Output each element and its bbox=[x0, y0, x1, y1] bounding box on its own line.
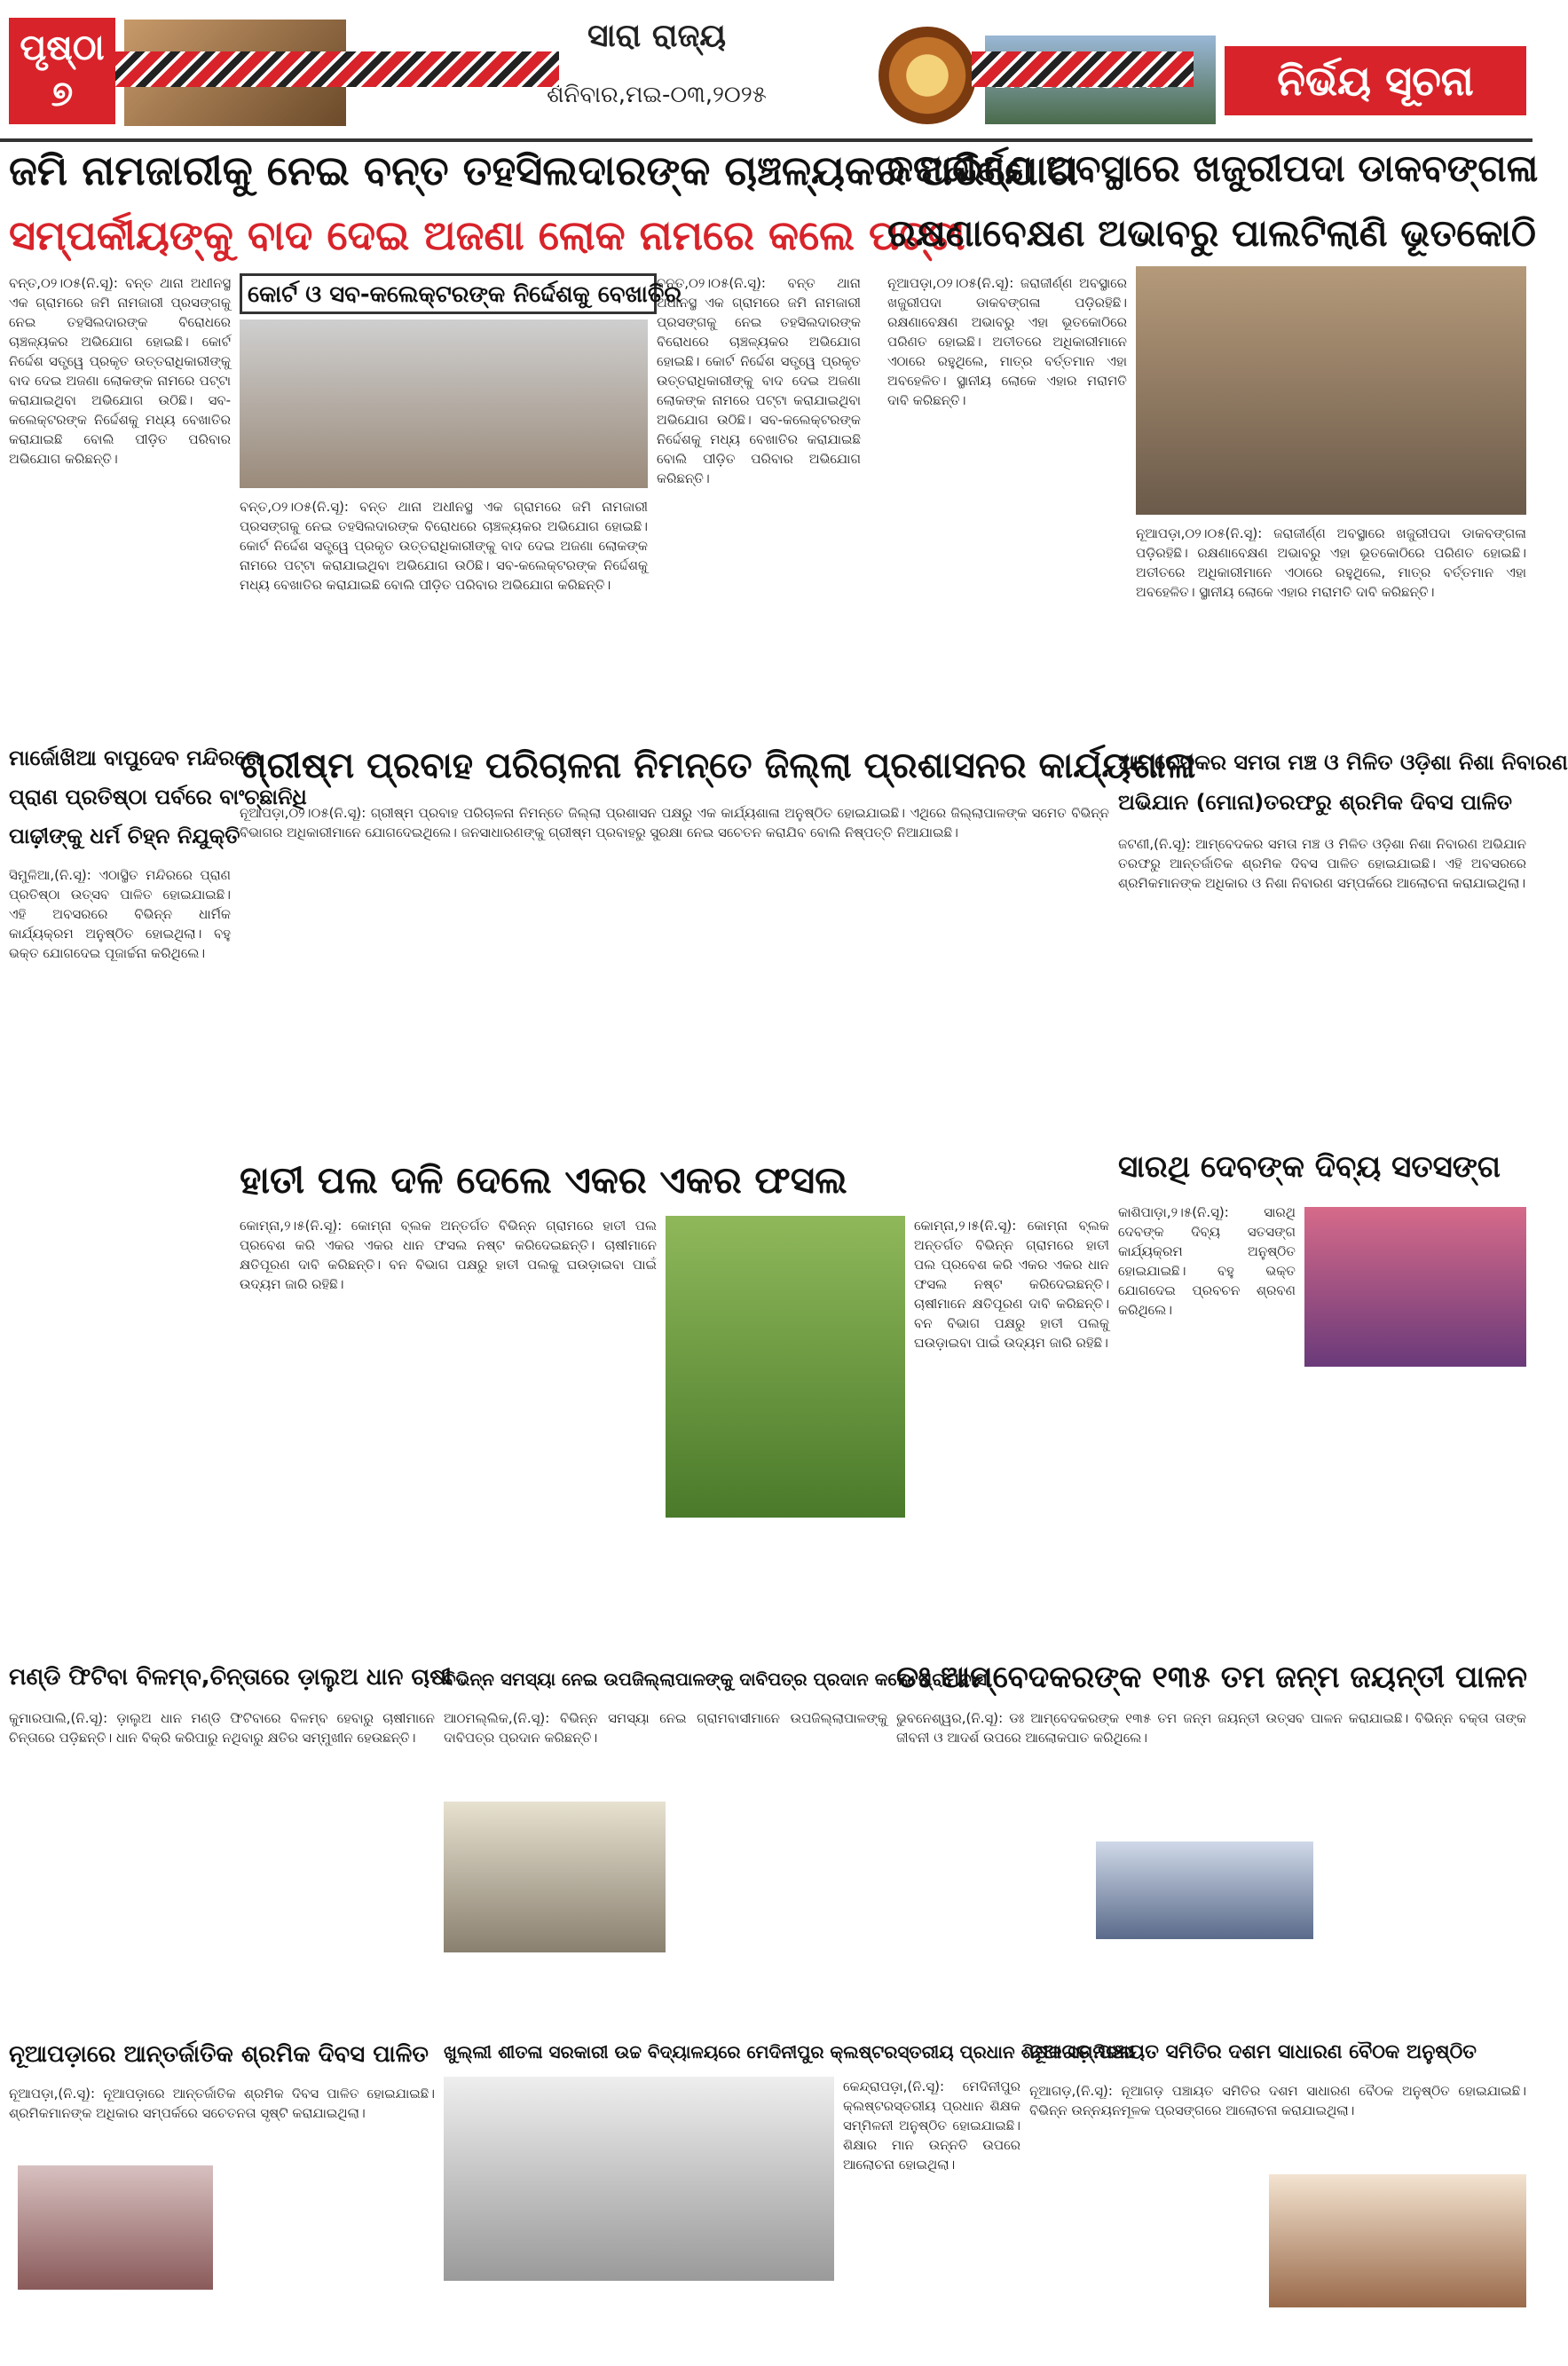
a13-headline: ନୂଆଗଡ଼ ପଞ୍ଚାୟତ ସମିତିର ଦଶମ ସାଧାରଣ ବୈଠକ ଅନୁଷ୍ଠିତ bbox=[1029, 2041, 1477, 2063]
a1-headline: ଜମି ନାମଜାରୀକୁ ନେଇ ବନ୍ତ ତହସିଲଦାରଙ୍କ ଚାଞ୍ଚଳ୍ୟକର ଅଭିଯୋଗ bbox=[9, 146, 1079, 194]
a9-headline: ବିଭିନ୍ନ ସମସ୍ୟା ନେଇ ଉପଜିଲ୍ଲାପାଳଙ୍କୁ ଦାବିପତ୍ର ପ୍ରଦାନ କଲେ ଗ୍ରାମବାସୀ bbox=[444, 1668, 991, 1690]
a2-headline: ଜରାଜୀର୍ଣ୍ଣ ଅବସ୍ଥାରେ ଖଜୁରୀପଦା ଡାକବଙ୍ଗଳା bbox=[887, 146, 1539, 190]
a3-headline: ମାର୍ଜୋଖିଆ ବାପୁଦେବ ମନ୍ଦିରରେ bbox=[9, 745, 262, 770]
a10-photo bbox=[1096, 1842, 1313, 1939]
a12-headline: ଖୁଲ୍ଲୀ ଶୀତଳା ସରକାରୀ ଉଚ୍ଚ ବିଦ୍ୟାଳୟରେ ମେଦିନୀପୁର କ୍ଲଷ୍ଟରସ୍ତରୀୟ ପ୍ରଧାନ ଶିକ୍ଷକ ସମ୍ମିଳନୀ bbox=[444, 2041, 1135, 2062]
page-number-box bbox=[9, 18, 115, 124]
a10-headline: ଡଃ ଆମ୍ବେଦକରଙ୍କ ୧୩୫ ତମ ଜନ୍ମ ଜୟନ୍ତୀ ପାଳନ bbox=[896, 1660, 1528, 1695]
a2-body-2: ନୂଆପଡ଼ା,୦୨।୦୫(ନି.ସୂ): ଜରାଜୀର୍ଣ୍ଣ ଅବସ୍ଥାରେ ଖଜୁରୀପଦା ଡାକବଙ୍ଗଳା ପଡ଼ିରହିଛି। ରକ୍ଷଣାବେକ୍ଷଣ ଅଭାବରୁ ଏହା ଭୂତକୋଠିରେ ପରିଣତ ହୋଇଛି। ଅତୀତରେ ଅଧିକାରୀମାନେ ଏଠାରେ ରହୁଥିଲେ, ମାତ୍ର ବର୍ତ୍ତମାନ ଏହା ଅବହେଳିତ। ସ୍ଥାନୀୟ ଲୋକେ ଏହାର ମରାମତି ଦାବି କରିଛନ୍ତି। bbox=[1136, 525, 1526, 600]
a8-headline: ମଣ୍ଡି ଫିଟିବା ବିଳମ୍ବ,ଚିନ୍ତାରେ ଡ଼ାଲୁଅ ଧାନ ଚାଷୀ bbox=[9, 1664, 452, 1691]
a7-body: କାଶିପାଡ଼ା,୨।୫(ନି.ସୂ): ସାରଥି ଦେବଙ୍କ ଦିବ୍ୟ ସତସଙ୍ଗ କାର୍ଯ୍ୟକ୍ରମ ଅନୁଷ୍ଠିତ ହୋଇଯାଇଛି। ବହୁ ଭକ୍ତ ଯୋଗଦେଇ ପ୍ରବଚନ ଶ୍ରବଣ କରିଥିଲେ। bbox=[1118, 1204, 1296, 1318]
a6-headline: ହାତୀ ପଲ ଦଳି ଦେଲେ ଏକର ଏକର ଫସଲ bbox=[240, 1158, 847, 1202]
a5-subhead: ଅଭିଯାନ (ମୋନା)ତରଫରୁ ଶ୍ରମିକ ଦିବସ ପାଳିତ bbox=[1118, 790, 1512, 815]
section-title: ସାରା ରାଜ୍ୟ bbox=[587, 18, 727, 54]
a7-headline: ସାରଥି ଦେବଙ୍କ ଦିବ୍ୟ ସତସଙ୍ଗ bbox=[1118, 1149, 1501, 1185]
a1-photo bbox=[240, 319, 648, 488]
a3-body: ସିମୁଳିଆ,(ନି.ସୂ): ଏଠାସ୍ଥିତ ମନ୍ଦିରରେ ପ୍ରାଣ ପ୍ରତିଷ୍ଠା ଉତ୍ସବ ପାଳିତ ହୋଇଯାଇଛି। ଏହି ଅବସରରେ ବିଭିନ୍ନ ଧାର୍ମିକ କାର୍ଯ୍ୟକ୍ରମ ଅନୁଷ୍ଠିତ ହୋଇଥିଲା। ବହୁ ଭକ୍ତ ଯୋଗଦେଇ ପୂଜାର୍ଚ୍ଚନା କରିଥିଲେ। bbox=[9, 867, 231, 961]
food-image bbox=[879, 27, 976, 124]
a1-inner-head: କୋର୍ଟ ଓ ସବ-କଲେକ୍ଟରଙ୍କ ନିର୍ଦ୍ଦେଶକୁ ବେଖାତିର bbox=[240, 273, 657, 314]
a5-body: ଜଟଣୀ,(ନି.ସୂ): ଆମ୍ବେଦକର ସମତା ମଞ୍ଚ ଓ ମିଳିତ ଓଡ଼ିଶା ନିଶା ନିବାରଣ ଅଭିଯାନ ତରଫରୁ ଆନ୍ତର୍ଜାତିକ ଶ୍ରମିକ ଦିବସ ପାଳିତ ହୋଇଯାଇଛି। ଏହି ଅବସରରେ ଶ୍ରମିକମାନଙ୍କ ଅଧିକାର ଓ ନିଶା ନିବାରଣ ସମ୍ପର୍କରେ ଆଲୋଚନା କରାଯାଇଥିଲା। bbox=[1118, 836, 1526, 891]
page-label: ପୃଷ୍ଠା bbox=[20, 28, 105, 68]
a2-subhead: ରକ୍ଷଣାବେକ୍ଷଣ ଅଭାବରୁ ପାଲଟିଲାଣି ଭୂତକୋଠି bbox=[887, 211, 1536, 255]
a11-body: ନୂଆପଡ଼ା,(ନି.ସୂ): ନୂଆପଡ଼ାରେ ଆନ୍ତର୍ଜାତିକ ଶ୍ରମିକ ଦିବସ ପାଳିତ ହୋଇଯାଇଛି। ଶ୍ରମିକମାନଙ୍କ ଅଧିକାର ସମ୍ପର୍କରେ ସଚେତନତା ସୃଷ୍ଟି କରାଯାଇଥିଲା। bbox=[9, 2086, 435, 2121]
page-number: ୭ bbox=[51, 74, 74, 114]
a2-photo bbox=[1136, 266, 1526, 515]
a4-body: ନୂଆପଡ଼ା,୦୨।୦୫(ନି.ସୂ): ଗ୍ରୀଷ୍ମ ପ୍ରବାହ ପରିଚାଳନା ନିମନ୍ତେ ଜିଲ୍ଲା ପ୍ରଶାସନ ପକ୍ଷରୁ ଏକ କାର୍ଯ୍ୟଶାଳା ଅନୁଷ୍ଠିତ ହୋଇଯାଇଛି। ଏଥିରେ ଜିଲ୍ଲାପାଳଙ୍କ ସମେତ ବିଭିନ୍ନ ବିଭାଗର ଅଧିକାରୀମାନେ ଯୋଗଦେଇଥିଲେ। ଜନସାଧାରଣଙ୍କୁ ଗ୍ରୀଷ୍ମ ପ୍ରବାହରୁ ସୁରକ୍ଷା ନେଇ ସଚେତନ କରାଯିବ ବୋଲି ନିଷ୍ପତ୍ତି ନିଆଯାଇଛି। bbox=[240, 805, 1109, 840]
a7-photo bbox=[1304, 1207, 1526, 1367]
a5-headline: ଆମ୍ବେଦକର ସମତା ମଞ୍ଚ ଓ ମିଳିତ ଓଡ଼ିଶା ନିଶା ନିବାରଣ bbox=[1118, 750, 1568, 775]
a3-subhead: ପ୍ରାଣ ପ୍ରତିଷ୍ଠା ପର୍ବରେ ବାଂଚ୍ଛାନିଧି bbox=[9, 785, 307, 809]
a1-body-2: ବନ୍ତ,୦୨।୦୫(ନି.ସୂ): ବନ୍ତ ଥାନା ଅଧୀନସ୍ଥ ଏକ ଗ୍ରାମରେ ଜମି ନାମଜାରୀ ପ୍ରସଙ୍ଗକୁ ନେଇ ତହସିଲଦାରଙ୍କ ବିରୋଧରେ ଚାଞ୍ଚଳ୍ୟକର ଅଭିଯୋଗ ହୋଇଛି। କୋର୍ଟ ନିର୍ଦ୍ଦେଶ ସତ୍ତ୍ୱେ ପ୍ରକୃତ ଉତ୍ତରାଧିକାରୀଙ୍କୁ ବାଦ ଦେଇ ଅଜଣା ଲୋକଙ୍କ ନାମରେ ପଟ୍ଟା କରାଯାଇଥିବା ଅଭିଯୋଗ ଉଠିଛି। ସବ-କଲେକ୍ଟରଙ୍କ ନିର୍ଦ୍ଦେଶକୁ ମଧ୍ୟ ବେଖାତିର କରାଯାଇଛି ବୋଲି ପୀଡ଼ିତ ପରିବାର ଅଭିଯୋଗ କରିଛନ୍ତି। bbox=[240, 499, 648, 593]
a9-body: ଆଠମଲ୍ଲିକ,(ନି.ସୂ): ବିଭିନ୍ନ ସମସ୍ୟା ନେଇ ଗ୍ରାମବାସୀମାନେ ଉପଜିଲ୍ଲାପାଳଙ୍କୁ ଦାବିପତ୍ର ପ୍ରଦାନ କରିଛନ୍ତି। bbox=[444, 1710, 887, 1746]
a6-body-2: କୋମ୍ନା,୨।୫(ନି.ସୂ): କୋମ୍ନା ବ୍ଲକ ଅନ୍ତର୍ଗତ ବିଭିନ୍ନ ଗ୍ରାମରେ ହାତୀ ପଲ ପ୍ରବେଶ କରି ଏକର ଏକର ଧାନ ଫସଲ ନଷ୍ଟ କରିଦେଇଛନ୍ତି। ଚାଷୀମାନେ କ୍ଷତିପୂରଣ ଦାବି କରିଛନ୍ତି। ବନ ବିଭାଗ ପକ୍ଷରୁ ହାତୀ ପଲକୁ ଘଉଡ଼ାଇବା ପାଇଁ ଉଦ୍ୟମ ଜାରି ରହିଛି। bbox=[914, 1218, 1109, 1351]
a2-body: ନୂଆପଡ଼ା,୦୨।୦୫(ନି.ସୂ): ଜରାଜୀର୍ଣ୍ଣ ଅବସ୍ଥାରେ ଖଜୁରୀପଦା ଡାକବଙ୍ଗଳା ପଡ଼ିରହିଛି। ରକ୍ଷଣାବେକ୍ଷଣ ଅଭାବରୁ ଏହା ଭୂତକୋଠିରେ ପରିଣତ ହୋଇଛି। ଅତୀତରେ ଅଧିକାରୀମାନେ ଏଠାରେ ରହୁଥିଲେ, ମାତ୍ର ବର୍ତ୍ତମାନ ଏହା ଅବହେଳିତ। ସ୍ଥାନୀୟ ଲୋକେ ଏହାର ମରାମତି ଦାବି କରିଛନ୍ତି। bbox=[887, 275, 1127, 408]
a6-body: କୋମ୍ନା,୨।୫(ନି.ସୂ): କୋମ୍ନା ବ୍ଲକ ଅନ୍ତର୍ଗତ ବିଭିନ୍ନ ଗ୍ରାମରେ ହାତୀ ପଲ ପ୍ରବେଶ କରି ଏକର ଏକର ଧାନ ଫସଲ ନଷ୍ଟ କରିଦେଇଛନ୍ତି। ଚାଷୀମାନେ କ୍ଷତିପୂରଣ ଦାବି କରିଛନ୍ତି। ବନ ବିଭାଗ ପକ୍ଷରୁ ହାତୀ ପଲକୁ ଘଉଡ଼ାଇବା ପାଇଁ ଉଦ୍ୟମ ଜାରି ରହିଛି। bbox=[240, 1218, 657, 1292]
a6-photo bbox=[666, 1216, 905, 1518]
a13-photo bbox=[1269, 2174, 1526, 2307]
a1-subhead: ସମ୍ପର୍କୀୟଙ୍କୁ ବାଦ ଦେଇ ଅଜଣା ଲୋକ ନାମରେ କଲେ ପଟ୍ଟା bbox=[9, 211, 965, 259]
a12-photo bbox=[444, 2077, 834, 2281]
a1-body: ବନ୍ତ,୦୨।୦୫(ନି.ସୂ): ବନ୍ତ ଥାନା ଅଧୀନସ୍ଥ ଏକ ଗ୍ରାମରେ ଜମି ନାମଜାରୀ ପ୍ରସଙ୍ଗକୁ ନେଇ ତହସିଲଦାରଙ୍କ ବିରୋଧରେ ଚାଞ୍ଚଳ୍ୟକର ଅଭିଯୋଗ ହୋଇଛି। କୋର୍ଟ ନିର୍ଦ୍ଦେଶ ସତ୍ତ୍ୱେ ପ୍ରକୃତ ଉତ୍ତରାଧିକାରୀଙ୍କୁ ବାଦ ଦେଇ ଅଜଣା ଲୋକଙ୍କ ନାମରେ ପଟ୍ଟା କରାଯାଇଥିବା ଅଭିଯୋଗ ଉଠିଛି। ସବ-କଲେକ୍ଟରଙ୍କ ନିର୍ଦ୍ଦେଶକୁ ମଧ୍ୟ ବେଖାତିର କରାଯାଇଛି ବୋଲି ପୀଡ଼ିତ ପରିବାର ଅଭିଯୋଗ କରିଛନ୍ତି। bbox=[9, 275, 231, 467]
masthead-divider bbox=[0, 138, 1533, 142]
a1-body-3: ବନ୍ତ,୦୨।୦୫(ନି.ସୂ): ବନ୍ତ ଥାନା ଅଧୀନସ୍ଥ ଏକ ଗ୍ରାମରେ ଜମି ନାମଜାରୀ ପ୍ରସଙ୍ଗକୁ ନେଇ ତହସିଲଦାରଙ୍କ ବିରୋଧରେ ଚାଞ୍ଚଳ୍ୟକର ଅଭିଯୋଗ ହୋଇଛି। କୋର୍ଟ ନିର୍ଦ୍ଦେଶ ସତ୍ତ୍ୱେ ପ୍ରକୃତ ଉତ୍ତରାଧିକାରୀଙ୍କୁ ବାଦ ଦେଇ ଅଜଣା ଲୋକଙ୍କ ନାମରେ ପଟ୍ଟା କରାଯାଇଥିବା ଅଭିଯୋଗ ଉଠିଛି। ସବ-କଲେକ୍ଟରଙ୍କ ନିର୍ଦ୍ଦେଶକୁ ମଧ୍ୟ ବେଖାତିର କରାଯାଇଛି ବୋଲି ପୀଡ଼ିତ ପରିବାର ଅଭିଯୋଗ କରିଛନ୍ତି। bbox=[657, 275, 861, 486]
masthead-stripe-right bbox=[972, 51, 1194, 87]
brand-logo: ନିର୍ଭୟ ସୂଚନା bbox=[1225, 46, 1526, 115]
a10-body: ଭୁବନେଶ୍ୱର,(ନି.ସୂ): ଡଃ ଆମ୍ବେଦକରଙ୍କ ୧୩୫ ତମ ଜନ୍ମ ଜୟନ୍ତୀ ଉତ୍ସବ ପାଳନ କରାଯାଇଛି। ବିଭିନ୍ନ ବକ୍ତା ତାଙ୍କ ଜୀବନୀ ଓ ଆଦର୍ଶ ଉପରେ ଆଲୋକପାତ କରିଥିଲେ। bbox=[896, 1710, 1526, 1746]
a4-headline: ଗ୍ରୀଷ୍ମ ପ୍ରବାହ ପରିଚାଳନା ନିମନ୍ତେ ଜିଲ୍ଲା ପ୍ରଶାସନର କାର୍ଯ୍ୟଶାଳା bbox=[240, 745, 1196, 786]
a12-body: କେନ୍ଦ୍ରାପଡ଼ା,(ନି.ସୂ): ମେଦିନୀପୁର କ୍ଲଷ୍ଟରସ୍ତରୀୟ ପ୍ରଧାନ ଶିକ୍ଷକ ସମ୍ମିଳନୀ ଅନୁଷ୍ଠିତ ହୋଇଯାଇଛି। ଶିକ୍ଷାର ମାନ ଉନ୍ନତି ଉପରେ ଆଲୋଚନା ହୋଇଥିଲା। bbox=[843, 2078, 1020, 2173]
a13-body: ନୂଆଗଡ଼,(ନି.ସୂ): ନୂଆଗଡ଼ ପଞ୍ଚାୟତ ସମିତିର ଦଶମ ସାଧାରଣ ବୈଠକ ଅନୁଷ୍ଠିତ ହୋଇଯାଇଛି। ବିଭିନ୍ନ ଉନ୍ନୟନମୂଳକ ପ୍ରସଙ୍ଗରେ ଆଲୋଚନା କରାଯାଇଥିଲା। bbox=[1029, 2083, 1526, 2118]
masthead-date: ଶନିବାର,ମଇ-୦୩,୨୦୨୫ bbox=[547, 82, 767, 108]
a3-subhead2: ପାଢ଼ୀଙ୍କୁ ଧର୍ମ ଚିହ୍ନ ନିଯୁକ୍ତି bbox=[9, 824, 240, 848]
a11-headline: ନୂଆପଡ଼ାରେ ଆନ୍ତର୍ଜାତିକ ଶ୍ରମିକ ଦିବସ ପାଳିତ bbox=[9, 2041, 429, 2068]
a9-photo bbox=[444, 1802, 666, 1952]
a8-body: କୁମାରପାଲି,(ନି.ସୂ): ଡ଼ାଲୁଅ ଧାନ ମଣ୍ଡି ଫିଟିବାରେ ବିଳମ୍ବ ହେବାରୁ ଚାଷୀମାନେ ଚିନ୍ତାରେ ପଡ଼ିଛନ୍ତି। ଧାନ ବିକ୍ରି କରିପାରୁ ନଥିବାରୁ କ୍ଷତିର ସମ୍ମୁଖୀନ ହେଉଛନ୍ତି। bbox=[9, 1710, 435, 1746]
a11-photo bbox=[18, 2165, 213, 2290]
